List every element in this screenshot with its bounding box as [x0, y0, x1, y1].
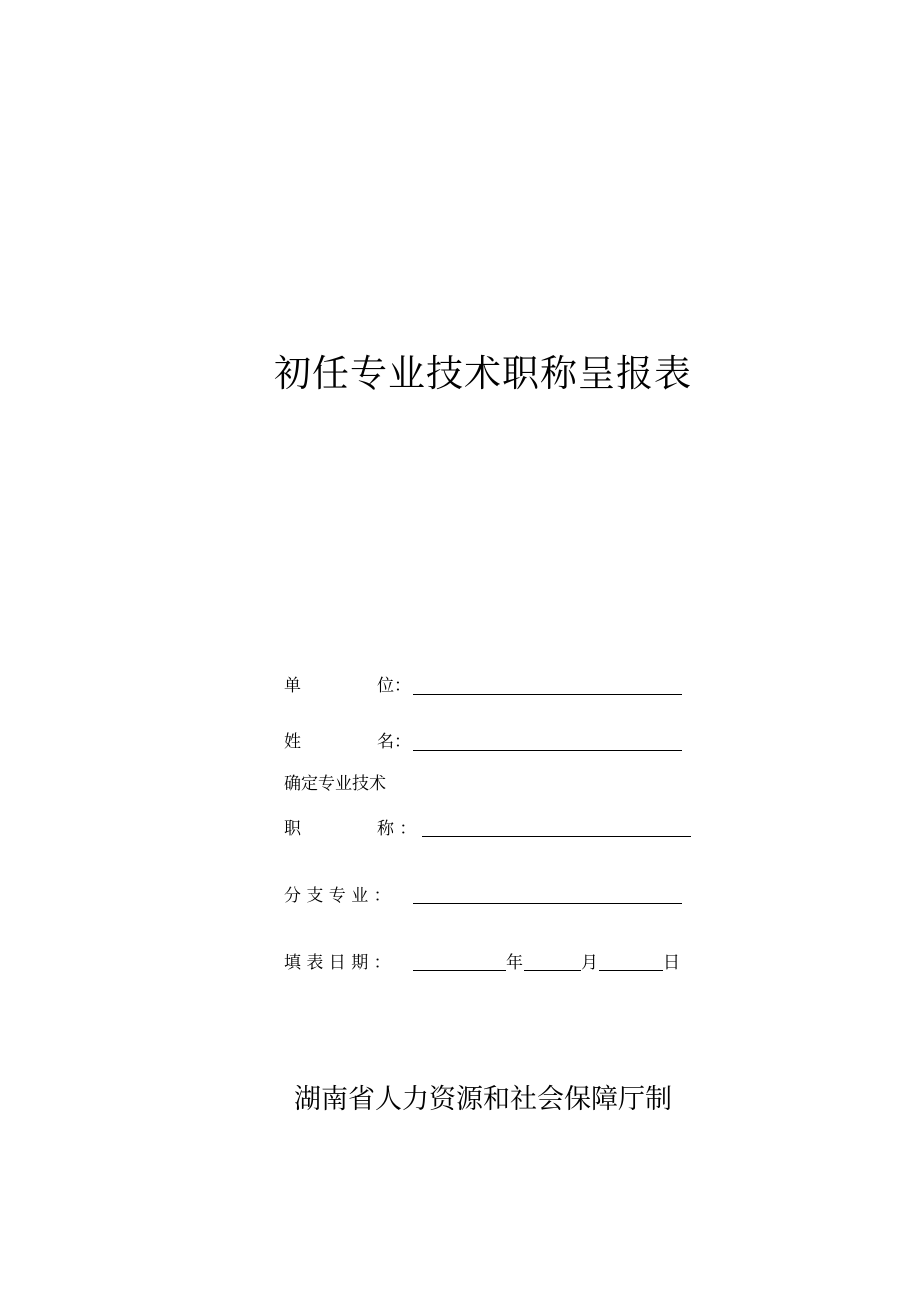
name-label-second: 名：: [377, 732, 411, 752]
issuing-authority: 湖南省人力资源和社会保障厅制: [294, 1084, 672, 1115]
month-field-line[interactable]: [524, 970, 581, 971]
name-label-first: 姓: [284, 732, 301, 752]
name-field-line[interactable]: [413, 750, 682, 751]
title-label-first: 职: [284, 819, 301, 839]
day-field-line[interactable]: [599, 970, 663, 971]
title-label-second: 称 ：: [377, 819, 417, 839]
unit-label-second: 位：: [377, 676, 411, 696]
year-field-line[interactable]: [413, 970, 506, 971]
unit-field-line[interactable]: [413, 694, 682, 695]
unit-label-first: 单: [284, 676, 301, 696]
year-label: 年: [506, 953, 523, 973]
branch-label: 分 支 专 业 ：: [284, 886, 391, 906]
branch-field-line[interactable]: [413, 903, 682, 904]
professional-title-prefix: 确定专业技术: [284, 774, 386, 794]
month-label: 月: [581, 953, 598, 973]
day-label: 日: [663, 953, 680, 973]
document-title: 初任专业技术职称呈报表: [274, 352, 692, 395]
professional-title-field-line[interactable]: [422, 836, 691, 837]
date-label: 填 表 日 期 ：: [284, 953, 391, 973]
